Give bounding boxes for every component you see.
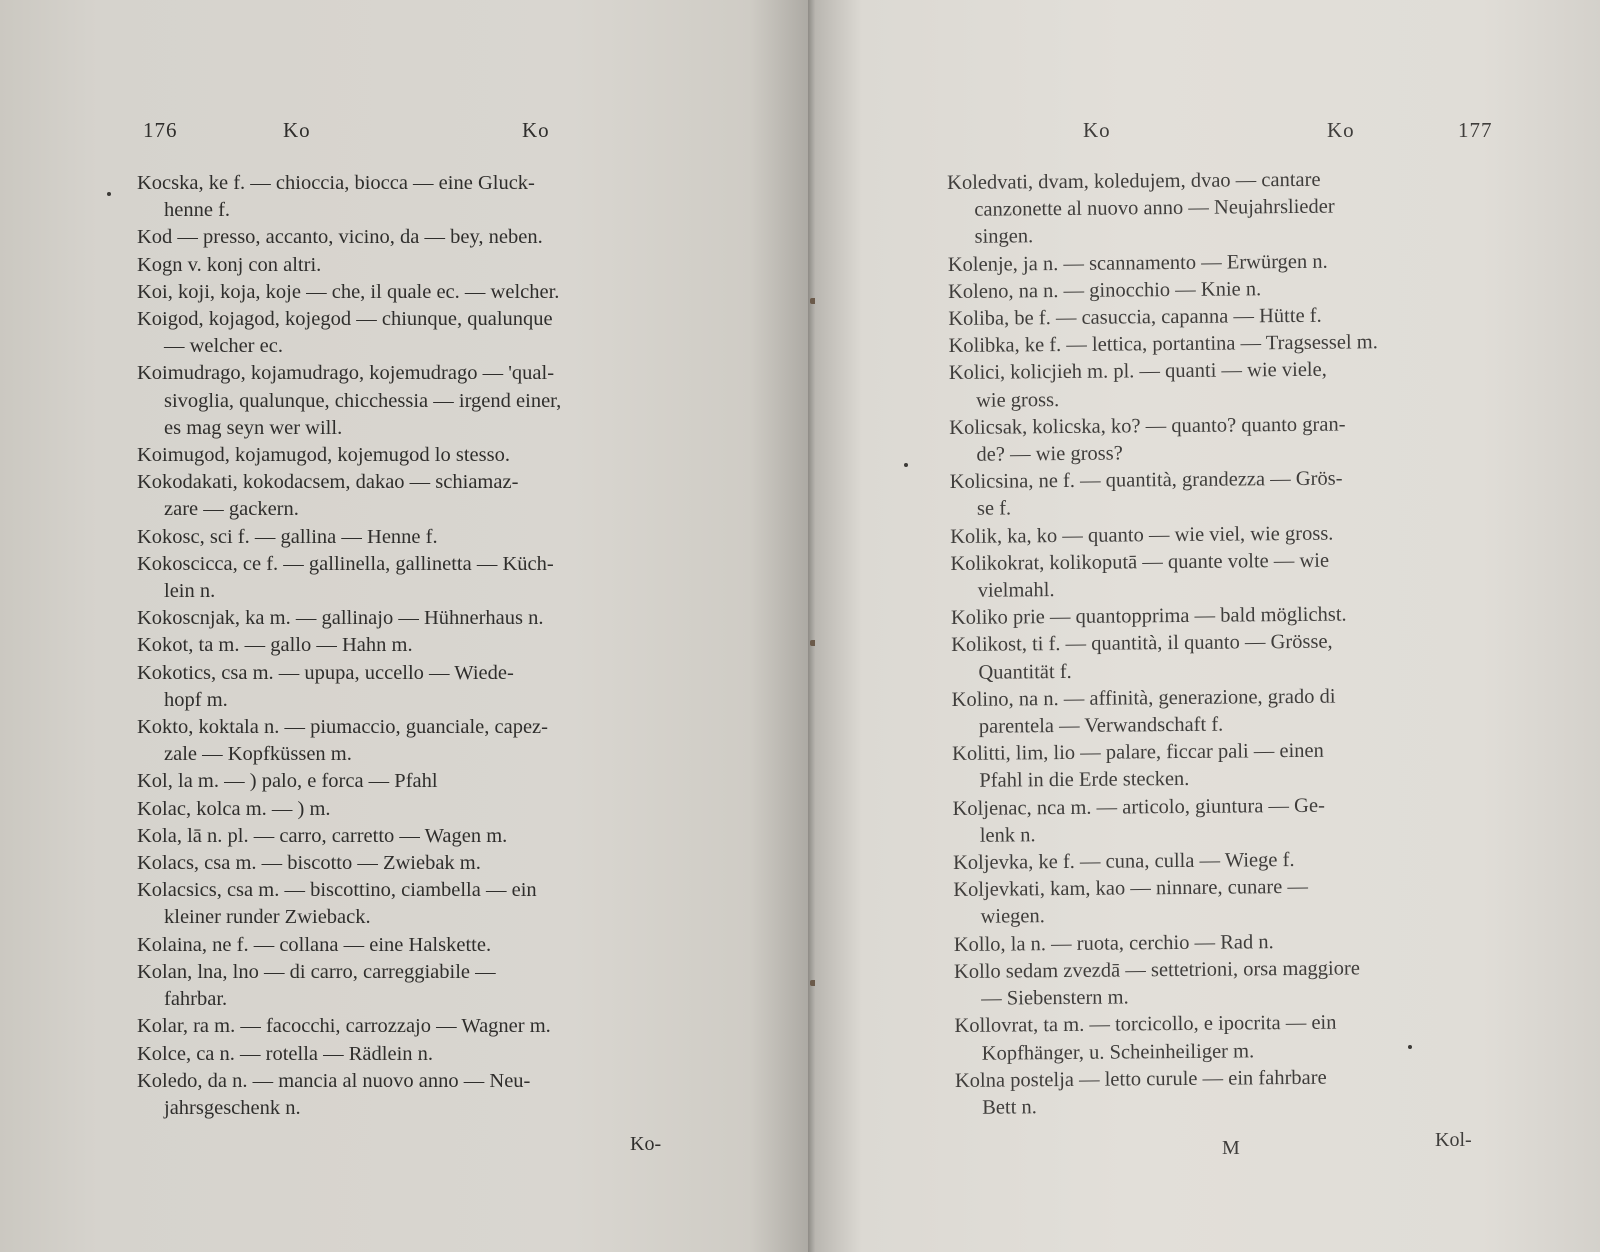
entry-continuation-line: hopf m. bbox=[164, 688, 228, 711]
dictionary-entry bbox=[137, 252, 697, 279]
entry-line: Koljevkati, kam, kao — ninnare, cunare — bbox=[953, 876, 1309, 902]
entry-line: Kolna postelja — letto curule — ein fahrbare bbox=[954, 1066, 1327, 1092]
entry-continuation-line: canzonette al nuovo anno — Neujahrslieder bbox=[974, 195, 1335, 221]
entry-continuation-line: Kopfhänger, u. Scheinheiliger m. bbox=[981, 1039, 1255, 1065]
dictionary-entry bbox=[137, 1041, 697, 1068]
dictionary-entry bbox=[137, 469, 697, 523]
entry-continuation-line: es mag seyn wer will. bbox=[164, 416, 343, 439]
entry-line: Kolaina, ne f. — collana — eine Halskette. bbox=[137, 933, 492, 956]
entry-line: Kokodakati, kokodacsem, dakao — schiamaz- bbox=[137, 471, 519, 494]
entry-continuation-line: lein n. bbox=[164, 580, 216, 603]
dictionary-entry bbox=[137, 524, 697, 551]
dictionary-entry bbox=[951, 628, 1511, 687]
entry-line: Kolikost, ti f. — quantità, il quanto — Grösse, bbox=[951, 631, 1333, 657]
entry-continuation-line: zale — Kopfküssen m. bbox=[164, 743, 352, 766]
dictionary-entry bbox=[953, 872, 1513, 931]
dictionary-entry bbox=[952, 736, 1512, 795]
signature-mark: M bbox=[1222, 1137, 1240, 1159]
entry-line: Kogn v. konj con altri. bbox=[137, 253, 322, 276]
entry-line: Kolar, ra m. — facocchi, carrozzajo — Wagner m. bbox=[137, 1015, 551, 1038]
dictionary-entry bbox=[137, 360, 697, 442]
dictionary-entry bbox=[137, 306, 697, 360]
dictionary-entry bbox=[137, 796, 697, 823]
dictionary-entry bbox=[137, 1068, 697, 1122]
entry-continuation-line: se f. bbox=[976, 497, 1012, 521]
entry-line: Kollo, la n. — ruota, cerchio — Rad n. bbox=[953, 930, 1274, 956]
entry-line: Kolikokrat, kolikoputā — quante volte — wie bbox=[950, 549, 1330, 575]
dictionary-entry bbox=[137, 877, 697, 931]
entry-line: Kola, lā n. pl. — carro, carretto — Wagen m. bbox=[137, 824, 508, 847]
entry-line: Kod — presso, accanto, vicino, da — bey, neben. bbox=[137, 226, 543, 249]
dictionary-entry bbox=[950, 546, 1510, 605]
entry-line: Kol, la m. — ) palo, e forca — Pfahl bbox=[137, 770, 438, 793]
right-running-head-left: Ko bbox=[1083, 118, 1111, 142]
entry-continuation-line: singen. bbox=[974, 225, 1034, 249]
entry-line: Kokotics, csa m. — upupa, uccello — Wiede- bbox=[137, 661, 514, 684]
ink-speck bbox=[1408, 1045, 1412, 1049]
dictionary-entry bbox=[137, 850, 697, 877]
dictionary-entry bbox=[949, 410, 1509, 469]
right-entry-list bbox=[947, 165, 1515, 1122]
entry-continuation-line: sivoglia, qualunque, chicchessia — irgend einer, bbox=[164, 389, 562, 412]
dictionary-entry bbox=[137, 170, 697, 224]
entry-line: Kolino, na n. — affinità, generazione, grado di bbox=[951, 685, 1336, 711]
entry-continuation-line: fahrbar. bbox=[164, 988, 228, 1011]
entry-line: Kokto, koktala n. — piumaccio, guanciale, capez- bbox=[137, 716, 548, 739]
entry-line: Kokosc, sci f. — gallina — Henne f. bbox=[137, 525, 438, 548]
entry-line: Kokot, ta m. — gallo — Hahn m. bbox=[137, 634, 413, 657]
dictionary-entry bbox=[952, 682, 1512, 741]
entry-line: Kokoscicca, ce f. — gallinella, gallinetta — Küch- bbox=[137, 552, 554, 575]
dictionary-entry bbox=[137, 279, 697, 306]
right-page bbox=[815, 0, 1600, 1252]
entry-line: Koimugod, kojamugod, kojemugod lo stesso. bbox=[137, 444, 510, 467]
dictionary-entry bbox=[137, 959, 697, 1013]
dictionary-entry bbox=[137, 224, 697, 251]
left-page-number: 176 bbox=[143, 118, 178, 142]
entry-continuation-line: lenk n. bbox=[979, 824, 1036, 847]
dictionary-entry bbox=[137, 632, 697, 659]
entry-line: Kolibka, ke f. — lettica, portantina — Tragsessel m. bbox=[948, 331, 1378, 358]
entry-continuation-line: vielmahl. bbox=[977, 579, 1055, 602]
entry-line: Kollovrat, ta m. — torcicollo, e ipocrita — ein bbox=[954, 1011, 1337, 1038]
entry-line: Kolitti, lim, lio — palare, ficcar pali — einen bbox=[952, 739, 1324, 766]
entry-continuation-line: — welcher ec. bbox=[164, 335, 283, 358]
entry-line: Koledo, da n. — mancia al nuovo anno — Neu- bbox=[137, 1069, 531, 1092]
entry-line: Kolac, kolca m. — ) m. bbox=[137, 797, 331, 820]
dictionary-entry bbox=[955, 1063, 1515, 1122]
dictionary-entry bbox=[137, 768, 697, 795]
entry-line: Koigod, kojagod, kojegod — chiunque, qualunque bbox=[137, 308, 553, 331]
entry-line: Kokoscnjak, ka m. — gallinajo — Hühnerhaus n. bbox=[137, 607, 544, 630]
left-running-head-left: Ko bbox=[283, 118, 311, 142]
entry-continuation-line: Bett n. bbox=[982, 1096, 1037, 1119]
entry-continuation-line: zare — gackern. bbox=[164, 498, 299, 521]
entry-line: Kolenje, ja n. — scannamento — Erwürgen n. bbox=[947, 250, 1328, 276]
dictionary-entry bbox=[137, 932, 697, 959]
dictionary-entry bbox=[137, 442, 697, 469]
entry-continuation-line: wiegen. bbox=[980, 905, 1045, 929]
entry-line: Kolacsics, csa m. — biscottino, ciambella — ein bbox=[137, 879, 537, 902]
entry-line: Kolik, ka, ko — quanto — wie viel, wie gross. bbox=[950, 522, 1334, 548]
entry-continuation-line: de? — wie gross? bbox=[976, 442, 1123, 466]
dictionary-entry bbox=[947, 165, 1508, 251]
entry-line: Kocska, ke f. — chioccia, biocca — eine Gluck- bbox=[137, 172, 535, 194]
entry-line: Kolan, lna, lno — di carro, carreggiabile — bbox=[137, 960, 496, 983]
entry-line: Koljenac, nca m. — articolo, giuntura — Ge- bbox=[952, 794, 1325, 820]
entry-line: Kolicsina, ne f. — quantità, grandezza — Grös- bbox=[949, 467, 1343, 494]
entry-line: Kolici, kolicjieh m. pl. — quanti — wie viele, bbox=[948, 359, 1327, 385]
entry-continuation-line: kleiner runder Zwieback. bbox=[164, 906, 371, 929]
entry-line: Kolicsak, kolicska, ko? — quanto? quanto gran- bbox=[949, 413, 1346, 439]
entry-line: Koliko prie — quantopprima — bald möglichst. bbox=[950, 603, 1347, 630]
dictionary-entry bbox=[952, 791, 1512, 850]
right-catchword: Kol- bbox=[1435, 1129, 1472, 1151]
entry-line: Kolacs, csa m. — biscotto — Zwiebak m. bbox=[137, 852, 481, 875]
dictionary-entry bbox=[954, 954, 1514, 1013]
entry-continuation-line: Pfahl in die Erde stecken. bbox=[979, 768, 1190, 793]
left-entry-list bbox=[137, 170, 697, 1122]
entry-line: Koljevka, ke f. — cuna, culla — Wiege f. bbox=[952, 849, 1295, 875]
dictionary-entry bbox=[137, 551, 697, 605]
entry-line: Kollo sedam zvezdā — settetrioni, orsa maggiore bbox=[953, 957, 1360, 983]
entry-line: Kolce, ca n. — rotella — Rädlein n. bbox=[137, 1042, 434, 1065]
dictionary-entry bbox=[950, 464, 1510, 523]
entry-continuation-line: parentela — Verwandschaft f. bbox=[978, 713, 1224, 738]
dictionary-entry bbox=[954, 1008, 1514, 1067]
entry-line: Koi, koji, koja, koje — che, il quale ec. — welcher. bbox=[137, 280, 560, 303]
entry-continuation-line: — Siebenstern m. bbox=[981, 986, 1129, 1010]
entry-continuation-line: wie gross. bbox=[975, 388, 1060, 412]
entry-line: Koliba, be f. — casuccia, capanna — Hütte f. bbox=[948, 304, 1322, 331]
dictionary-entry bbox=[137, 605, 697, 632]
ink-speck bbox=[107, 192, 111, 196]
entry-continuation-line: Quantität f. bbox=[978, 660, 1072, 684]
entry-continuation-line: jahrsgeschenk n. bbox=[164, 1096, 301, 1119]
right-running-head-right: Ko bbox=[1327, 118, 1355, 142]
left-running-head-right: Ko bbox=[522, 118, 550, 142]
dictionary-entry bbox=[137, 714, 697, 768]
entry-line: Koleno, na n. — ginocchio — Knie n. bbox=[947, 278, 1262, 303]
left-catchword: Ko- bbox=[630, 1133, 662, 1155]
dictionary-entry bbox=[137, 660, 697, 714]
entry-continuation-line: henne f. bbox=[164, 199, 231, 222]
right-page-number: 177 bbox=[1458, 118, 1493, 142]
ink-speck bbox=[904, 463, 908, 467]
entry-line: Koimudrago, kojamudrago, kojemudrago — 'qual- bbox=[137, 362, 555, 385]
entry-line: Koledvati, dvam, koledujem, dvao — cantare bbox=[947, 168, 1321, 194]
dictionary-entry bbox=[137, 823, 697, 850]
dictionary-entry bbox=[949, 356, 1509, 415]
dictionary-entry bbox=[137, 1013, 697, 1040]
